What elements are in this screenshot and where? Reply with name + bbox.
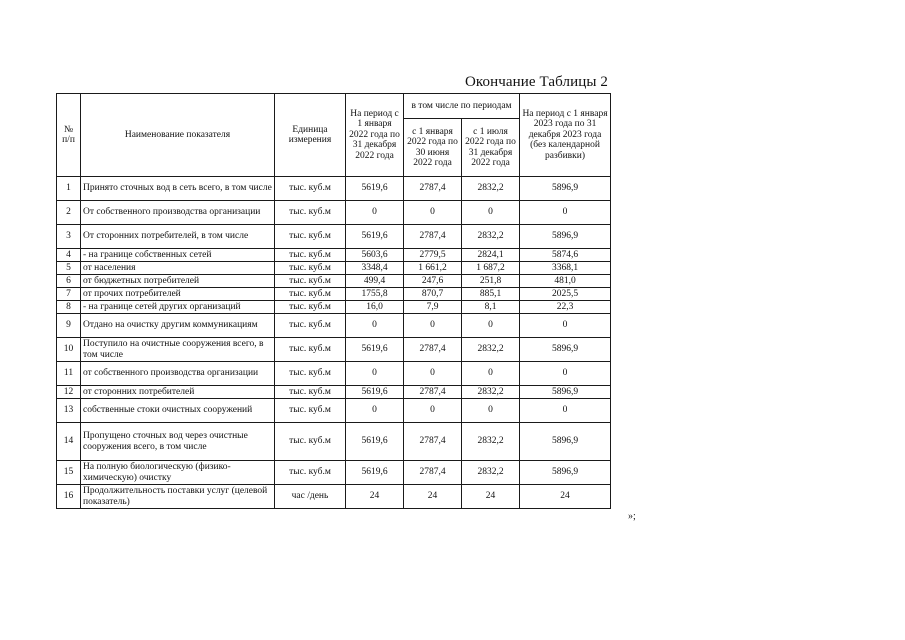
row-value-half-1: 870,7	[404, 288, 462, 301]
header-period-2023: На период с 1 января 2023 года по 31 декабря 2023 года (без календарной разбивки)	[520, 94, 611, 177]
row-value-2022: 5619,6	[346, 225, 404, 249]
row-number: 9	[57, 314, 81, 338]
table-row	[57, 399, 611, 423]
row-value-half-2: 2832,2	[462, 177, 520, 201]
row-value-2023: 5896,9	[520, 177, 611, 201]
table-body	[57, 177, 611, 509]
row-value-2023: 24	[520, 485, 611, 509]
table-row	[57, 275, 611, 288]
row-name: Принято сточных вод в сеть всего, в том числе	[81, 177, 275, 201]
row-number: 14	[57, 423, 81, 461]
row-name: От собственного производства организации	[81, 201, 275, 225]
row-value-2023: 0	[520, 314, 611, 338]
row-value-half-1: 2787,4	[404, 386, 462, 399]
row-value-2022: 0	[346, 201, 404, 225]
row-value-half-1: 2787,4	[404, 338, 462, 362]
row-unit: тыс. куб.м	[275, 362, 346, 386]
table-row	[57, 288, 611, 301]
indicators-table	[56, 93, 611, 509]
row-name: - на границе собственных сетей	[81, 249, 275, 262]
row-value-half-1: 0	[404, 201, 462, 225]
row-value-2023: 5896,9	[520, 423, 611, 461]
header-half-2: с 1 июля 2022 года по 31 декабря 2022 года	[462, 119, 520, 177]
row-name: - на границе сетей других организаций	[81, 301, 275, 314]
row-value-2022: 5619,6	[346, 338, 404, 362]
row-value-half-2: 0	[462, 399, 520, 423]
row-value-2023: 481,0	[520, 275, 611, 288]
row-name: от бюджетных потребителей	[81, 275, 275, 288]
row-unit: тыс. куб.м	[275, 314, 346, 338]
table-row	[57, 314, 611, 338]
row-number: 11	[57, 362, 81, 386]
row-unit: тыс. куб.м	[275, 225, 346, 249]
row-number: 2	[57, 201, 81, 225]
row-value-2023: 5874,6	[520, 249, 611, 262]
row-value-2023: 0	[520, 362, 611, 386]
row-value-2022: 24	[346, 485, 404, 509]
row-number: 4	[57, 249, 81, 262]
row-value-half-1: 0	[404, 362, 462, 386]
row-value-2023: 3368,1	[520, 262, 611, 275]
row-unit: тыс. куб.м	[275, 461, 346, 485]
row-value-2023: 5896,9	[520, 225, 611, 249]
row-value-half-2: 0	[462, 201, 520, 225]
row-unit: тыс. куб.м	[275, 301, 346, 314]
row-unit: тыс. куб.м	[275, 249, 346, 262]
row-value-half-2: 2832,2	[462, 386, 520, 399]
row-value-half-2: 24	[462, 485, 520, 509]
row-value-2022: 5603,6	[346, 249, 404, 262]
table-row	[57, 485, 611, 509]
table-row	[57, 461, 611, 485]
row-value-2022: 5619,6	[346, 461, 404, 485]
row-value-half-2: 2832,2	[462, 338, 520, 362]
row-value-half-2: 2832,2	[462, 461, 520, 485]
row-value-half-1: 2787,4	[404, 225, 462, 249]
row-unit: тыс. куб.м	[275, 386, 346, 399]
row-value-2023: 5896,9	[520, 461, 611, 485]
row-value-2023: 0	[520, 201, 611, 225]
row-name: Поступило на очистные сооружения всего, в том числе	[81, 338, 275, 362]
table-row	[57, 262, 611, 275]
row-value-half-1: 2787,4	[404, 423, 462, 461]
table-caption: Окончание Таблицы 2	[464, 74, 608, 90]
row-value-2023: 0	[520, 399, 611, 423]
table-row	[57, 249, 611, 262]
row-value-half-2: 2824,1	[462, 249, 520, 262]
row-value-2022: 5619,6	[346, 177, 404, 201]
row-value-half-2: 885,1	[462, 288, 520, 301]
row-number: 12	[57, 386, 81, 399]
table-row	[57, 177, 611, 201]
row-unit: тыс. куб.м	[275, 288, 346, 301]
table-row	[57, 338, 611, 362]
row-value-2022: 0	[346, 399, 404, 423]
row-unit: тыс. куб.м	[275, 275, 346, 288]
row-value-2022: 16,0	[346, 301, 404, 314]
row-unit: тыс. куб.м	[275, 338, 346, 362]
closing-quote: »;	[628, 511, 636, 522]
row-unit: тыс. куб.м	[275, 262, 346, 275]
row-name: Пропущено сточных вод через очистные сооружения всего, в том числе	[81, 423, 275, 461]
row-value-half-1: 2787,4	[404, 461, 462, 485]
row-value-half-1: 1 661,2	[404, 262, 462, 275]
row-value-half-2: 0	[462, 362, 520, 386]
row-name: От сторонних потребителей, в том числе	[81, 225, 275, 249]
row-name: Отдано на очистку другим коммуникациям	[81, 314, 275, 338]
row-unit: час /день	[275, 485, 346, 509]
row-name: от сторонних потребителей	[81, 386, 275, 399]
row-value-half-1: 0	[404, 314, 462, 338]
row-value-half-1: 0	[404, 399, 462, 423]
row-value-half-2: 8,1	[462, 301, 520, 314]
row-value-2022: 5619,6	[346, 423, 404, 461]
header-name: Наименование показателя	[81, 94, 275, 177]
table-row	[57, 301, 611, 314]
row-value-half-1: 24	[404, 485, 462, 509]
table-row	[57, 362, 611, 386]
row-unit: тыс. куб.м	[275, 399, 346, 423]
header-including: в том числе по периодам	[404, 94, 520, 119]
row-value-half-1: 2787,4	[404, 177, 462, 201]
row-name: Продолжительность поставки услуг (целевой показатель)	[81, 485, 275, 509]
row-value-half-2: 0	[462, 314, 520, 338]
row-unit: тыс. куб.м	[275, 177, 346, 201]
row-value-2023: 5896,9	[520, 338, 611, 362]
row-value-2022: 499,4	[346, 275, 404, 288]
row-value-2022: 3348,4	[346, 262, 404, 275]
row-value-2023: 2025,5	[520, 288, 611, 301]
row-number: 10	[57, 338, 81, 362]
row-unit: тыс. куб.м	[275, 423, 346, 461]
row-value-2022: 1755,8	[346, 288, 404, 301]
row-number: 3	[57, 225, 81, 249]
row-value-2022: 5619,6	[346, 386, 404, 399]
row-number: 5	[57, 262, 81, 275]
row-value-half-2: 2832,2	[462, 423, 520, 461]
table-row	[57, 386, 611, 399]
row-value-2023: 22,3	[520, 301, 611, 314]
row-value-half-1: 2779,5	[404, 249, 462, 262]
row-value-half-2: 1 687,2	[462, 262, 520, 275]
row-unit: тыс. куб.м	[275, 201, 346, 225]
row-number: 15	[57, 461, 81, 485]
row-value-2022: 0	[346, 314, 404, 338]
row-name: собственные стоки очистных сооружений	[81, 399, 275, 423]
row-number: 16	[57, 485, 81, 509]
header-period-2022: На период с 1 января 2022 года по 31 декабря 2022 года	[346, 94, 404, 177]
table-row	[57, 225, 611, 249]
header-half-1: с 1 января 2022 года по 30 июня 2022 года	[404, 119, 462, 177]
row-value-half-2: 251,8	[462, 275, 520, 288]
header-unit: Единица измерения	[275, 94, 346, 177]
row-name: На полную биологическую (физико-химическую) очистку	[81, 461, 275, 485]
row-value-half-2: 2832,2	[462, 225, 520, 249]
row-number: 13	[57, 399, 81, 423]
row-number: 8	[57, 301, 81, 314]
table-row	[57, 201, 611, 225]
row-value-half-1: 7,9	[404, 301, 462, 314]
row-number: 7	[57, 288, 81, 301]
row-name: от собственного производства организации	[81, 362, 275, 386]
row-name: от населения	[81, 262, 275, 275]
header-num: № п/п	[57, 94, 81, 177]
table-row	[57, 423, 611, 461]
row-value-2023: 5896,9	[520, 386, 611, 399]
row-value-2022: 0	[346, 362, 404, 386]
row-name: от прочих потребителей	[81, 288, 275, 301]
row-value-half-1: 247,6	[404, 275, 462, 288]
row-number: 6	[57, 275, 81, 288]
row-number: 1	[57, 177, 81, 201]
